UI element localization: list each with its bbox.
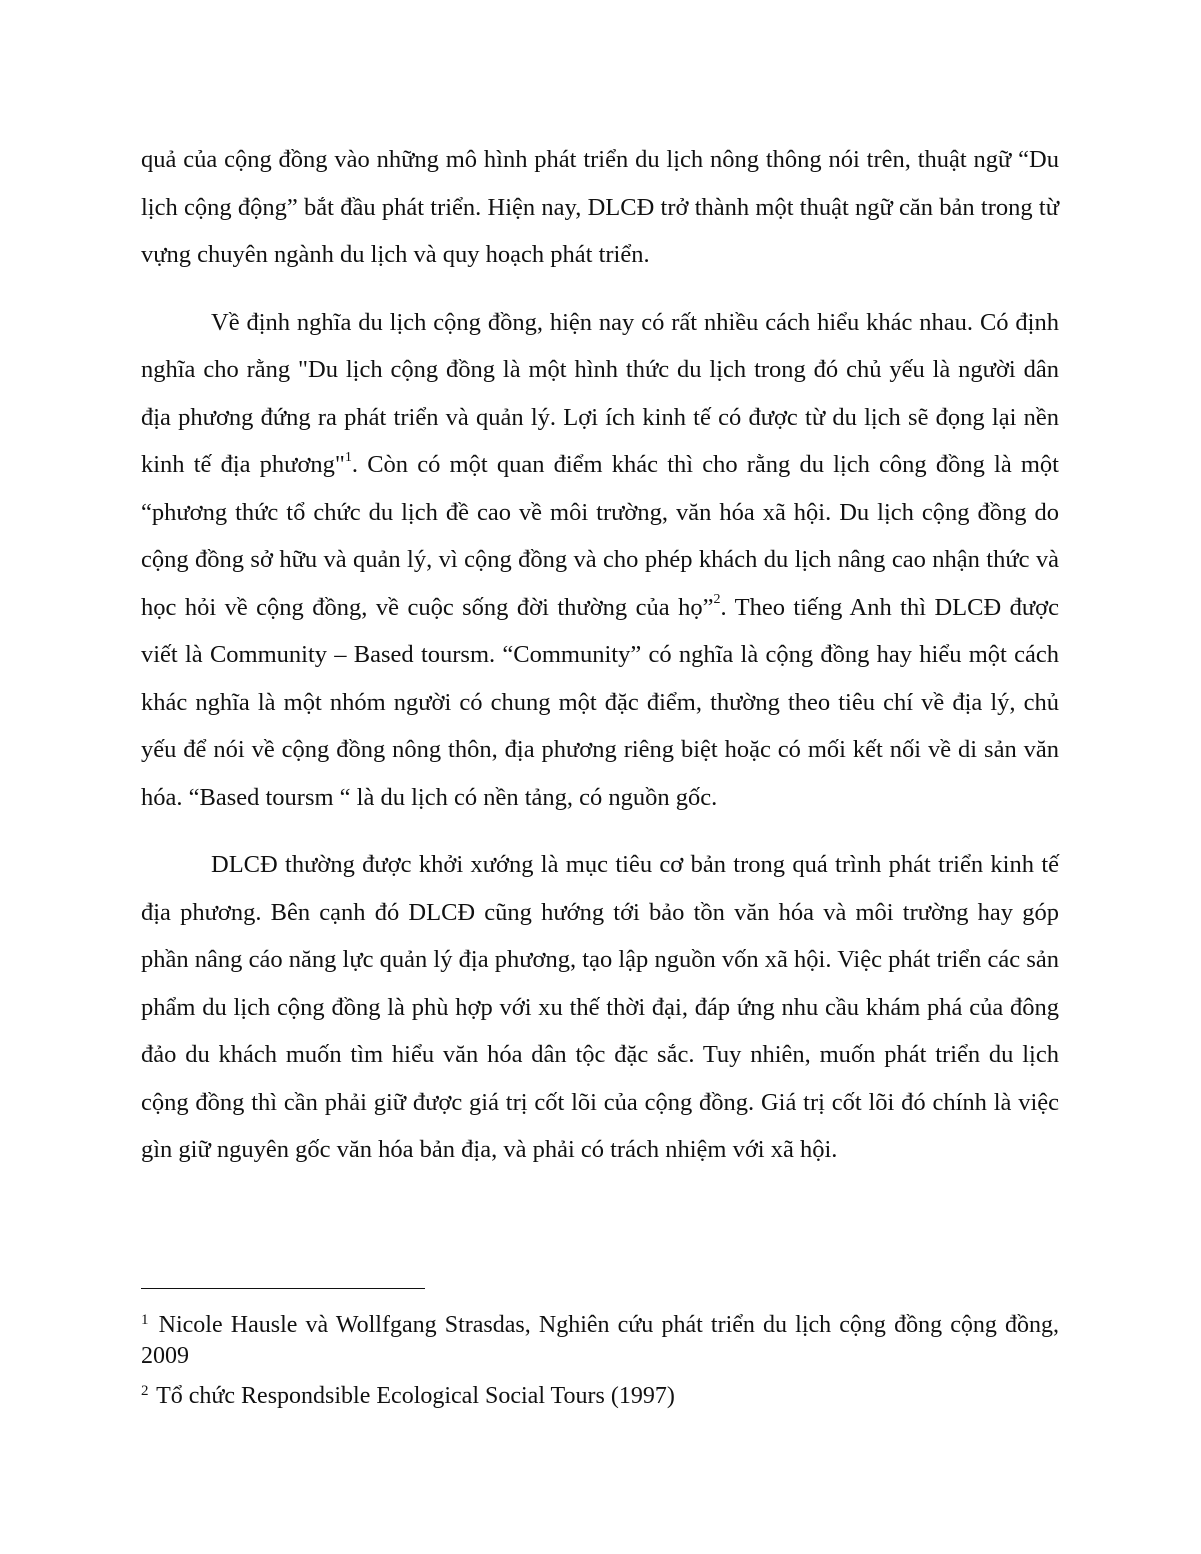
- footnote-2-text: Tổ chức Respondsible Ecological Social Tours (1997): [156, 1383, 675, 1409]
- footnote-1: [141, 1310, 1059, 1372]
- paragraph-3-text: DLCĐ thường được khởi xướng là mục tiêu cơ bản trong quá trình phát triển kinh tế địa phương. Bên cạnh đó DLCĐ cũng hướng tới bảo tồn văn hóa và môi trường hay góp phần nâng cáo năng lực quản lý địa phương, tạo lập nguồn vốn xã hội. Việc phát triển các sản phẩm du lịch cộng đồng là phù hợp với xu thế thời đại, đáp ứng nhu cầu khám phá của đông đảo du khách muốn tìm hiểu văn hóa dân tộc đặc sắc. Tuy nhiên, muốn phát triển du lịch cộng đồng thì cần phải giữ được giá trị cốt lõi của cộng đồng. Giá trị cốt lõi đó chính là việc gìn giữ nguyên gốc văn hóa bản địa, và phải có trách nhiệm với xã hội.: [141, 851, 1059, 1163]
- footnote-ref-2[interactable]: 2: [713, 592, 721, 608]
- paragraph-2-text-b: . Còn có một quan điểm khác thì cho rằng du lịch công đồng là một “phương thức tổ chức du lịch đề cao về môi trường, văn hóa xã hội. Du lịch cộng đồng do cộng đồng sở hữu và quản lý, vì cộng đồng và cho phép khách du lịch nâng cao nhận thức và học hỏi về cộng đồng, về cuộc sống đời thường của họ”: [141, 451, 1059, 621]
- body-text: [141, 136, 1059, 1174]
- footnote-ref-1[interactable]: 1: [344, 449, 352, 465]
- footnote-2: [141, 1381, 1059, 1412]
- paragraph-3: [141, 841, 1059, 1174]
- footnote-2-mark: 2: [141, 1383, 149, 1399]
- paragraph-1-text: quả của cộng đồng vào những mô hình phát triển du lịch nông thông nói trên, thuật ngữ “Du lịch cộng động” bắt đầu phát triển. Hiện nay, DLCĐ trở thành một thuật ngữ căn bản trong từ vựng chuyên ngành du lịch và quy hoạch phát triển.: [141, 146, 1059, 268]
- paragraph-2-text-a: Về định nghĩa du lịch cộng đồng, hiện nay có rất nhiều cách hiểu khác nhau. Có định nghĩa cho rằng "Du lịch cộng đồng là một hình thức du lịch trong đó chủ yếu là người dân địa phương đứng ra phát triển và quản lý. Lợi ích kinh tế có được từ du lịch sẽ đọng lại nền kinh tế địa phương": [141, 308, 1059, 478]
- paragraph-1: [141, 136, 1059, 279]
- footnote-1-mark: 1: [141, 1312, 149, 1328]
- paragraph-2-text-c: . Theo tiếng Anh thì DLCĐ được viết là Community – Based toursm. “Community” có nghĩa là cộng đồng hay hiểu một cách khác nghĩa là một nhóm người có chung một đặc điểm, thường theo tiêu chí về địa lý, chủ yếu để nói về cộng đồng nông thôn, địa phương riêng biệt hoặc có mối kết nối về di sản văn hóa. “Based toursm “ là du lịch có nền tảng, có nguồn gốc.: [141, 593, 1059, 811]
- footnote-1-text: Nicole Hausle và Wollfgang Strasdas, Nghiên cứu phát triển du lịch cộng đồng cộng đồng, 2009: [141, 1312, 1059, 1369]
- paragraph-2: [141, 299, 1059, 822]
- footnotes: [141, 1310, 1059, 1412]
- footnote-separator: [141, 1288, 425, 1289]
